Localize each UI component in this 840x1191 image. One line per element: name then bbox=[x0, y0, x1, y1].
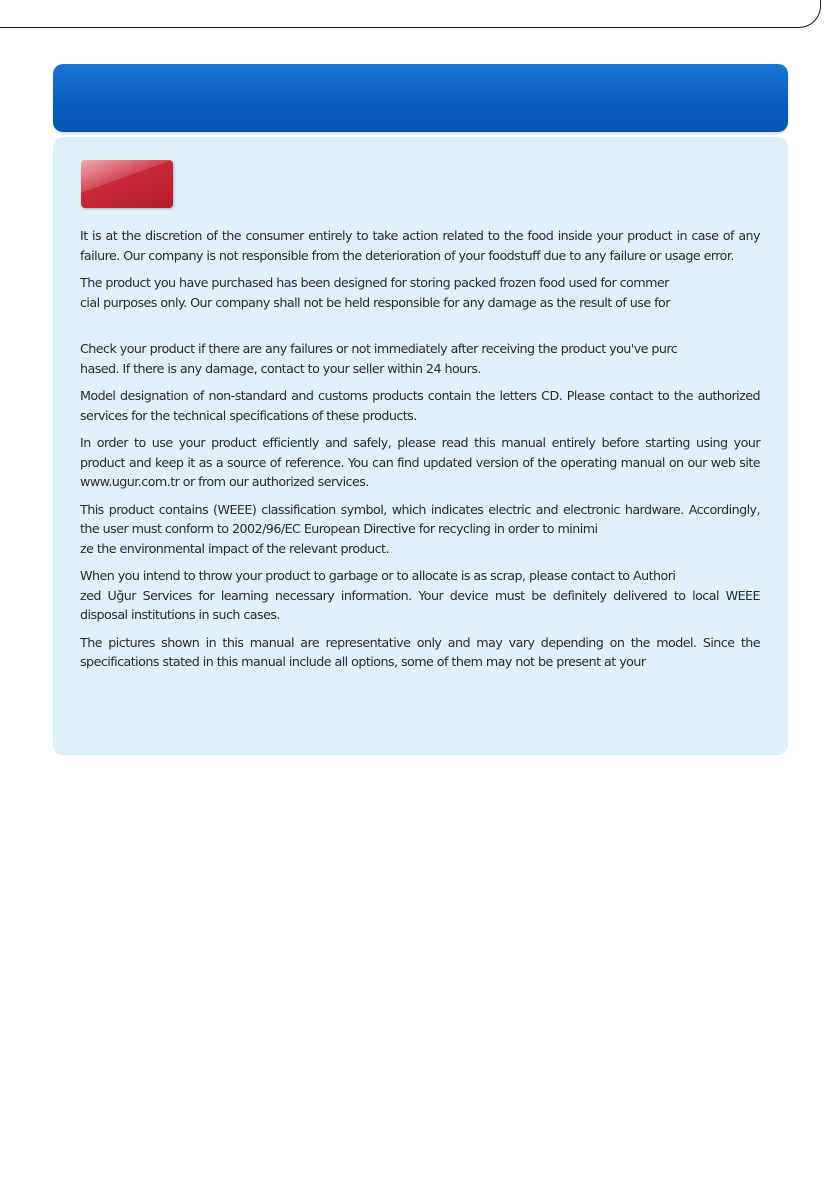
note-paragraph: The pictures shown in this manual are representative only and may vary depending on the model. Since the specifications stated in this manual include all options, some of them may not be present at your bbox=[80, 634, 760, 669]
note-paragraph: In order to use your product efficiently and safely, please read this manual entirely before starting using your product and keep it as a source of reference. You can find updated version of the operating manual on our web site www.ugur.com.tr or from our authorized services. bbox=[80, 435, 760, 489]
note-paragraph: The product you have purchased has been designed for storing packed frozen food used for commer cial purposes only. Our company shall not be held responsible for any damage as the result of use for bbox=[80, 275, 670, 310]
note-paragraph: This product contains (WEEE) classification symbol, which indicates electric and electronic hardware. Accordingly, the user must conform to 2002/96/EC European Directive for recycling in order to minimi ze the environmental impact of the relevant product. bbox=[80, 501, 760, 556]
warning-badge bbox=[81, 160, 173, 208]
note-paragraph: When you intend to throw your product to garbage or to allocate is as scrap, please contact to Authori zed Uğur Services for learning necessary information. Your device must be definitely delivered to local WEEE disposal institutions in such cases. bbox=[80, 568, 760, 622]
note-paragraph: It is at the discretion of the consumer entirely to take action related to the food inside your product in case of any failure. Our company is not responsible from the deterioration of your foodstuff due to any failure or usage error. bbox=[80, 228, 760, 263]
header-band bbox=[53, 64, 788, 132]
notes-list bbox=[80, 226, 760, 680]
note-paragraph: Check your product if there are any failures or not immediately after receiving the product you've purc hased. If there is any damage, contact to your seller within 24 hours. bbox=[80, 341, 678, 376]
note-paragraph: Model designation of non-standard and customs products contain the letters CD. Please contact to the authorized services for the technical specifications of these products. bbox=[80, 388, 760, 423]
top-corner-rule bbox=[0, 0, 821, 28]
